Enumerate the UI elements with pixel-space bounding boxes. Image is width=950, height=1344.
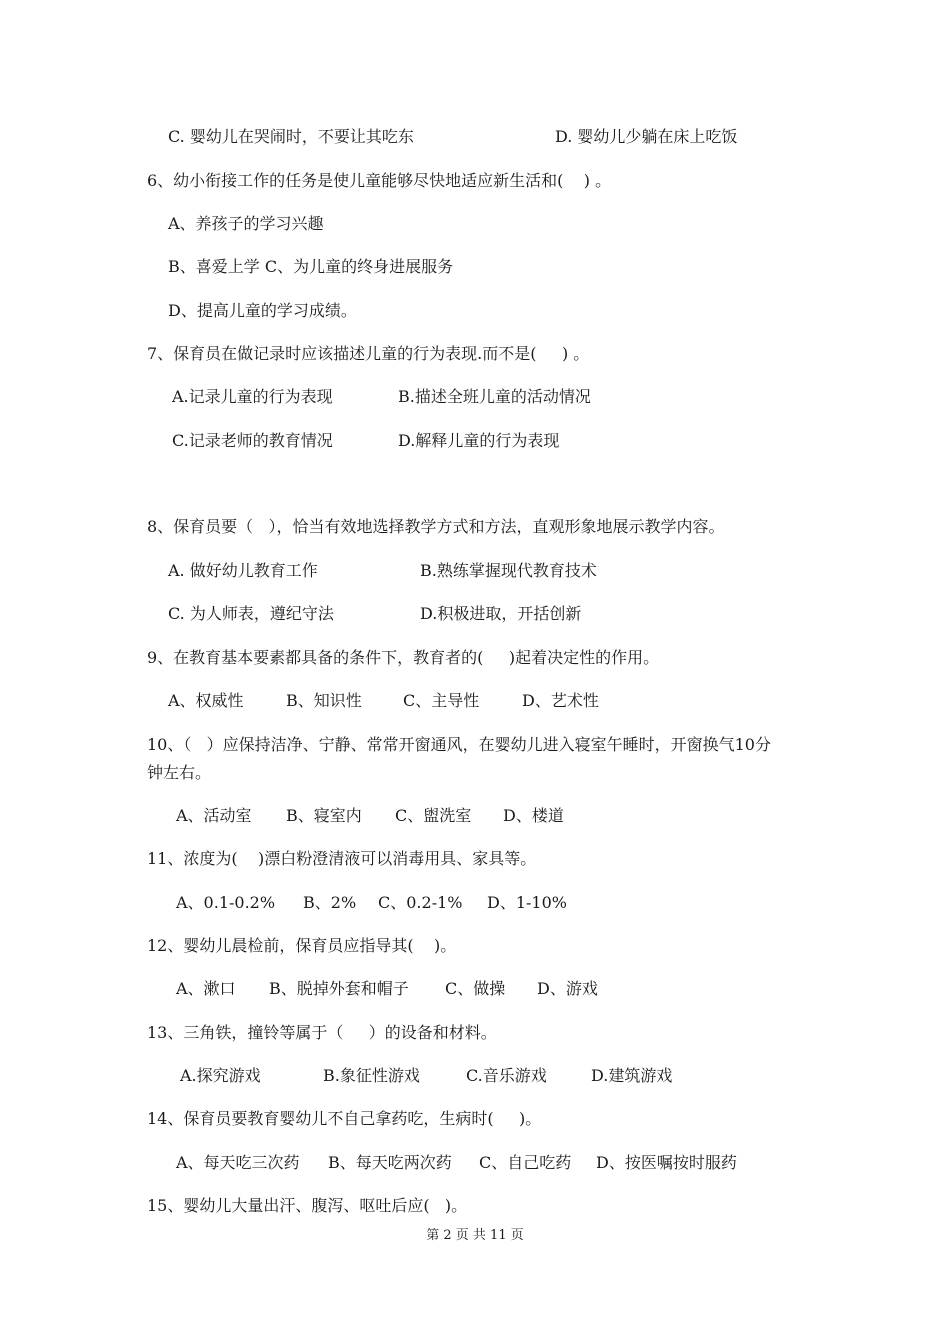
q12-option-d: D、游戏 [537,979,598,998]
q9-option-d: D、艺术性 [522,691,599,710]
q10-option-a: A、活动室 [176,806,252,825]
q5-option-c: C. 婴幼儿在哭闹时，不要让其吃东 [168,127,414,146]
q8-option-c: C. 为人师表，遵纪守法 [168,604,334,623]
q9-option-b: B、知识性 [286,691,362,710]
question-10-stem-line2: 钟左右。 [147,763,212,782]
q6-option-bc: B、喜爱上学 C、为儿童的终身进展服务 [168,257,454,276]
question-8-stem: 8、保育员要（ ），恰当有效地选择教学方式和方法，直观形象地展示教学内容。 [147,517,725,536]
q6-option-d: D、提高儿童的学习成绩。 [168,301,357,320]
q10-option-b: B、寝室内 [286,806,362,825]
q12-option-b: B、脱掉外套和帽子 [269,979,409,998]
q14-option-b: B、每天吃两次药 [328,1153,452,1172]
question-10-stem-line1: 10、（ ）应保持洁净、宁静、常常开窗通风，在婴幼儿进入寝室午睡时，开窗换气10分 [147,735,771,754]
q14-option-c: C、自己吃药 [479,1153,572,1172]
question-7-stem: 7、保育员在做记录时应该描述儿童的行为表现.而不是( ) 。 [147,344,590,363]
q13-option-c: C.音乐游戏 [466,1066,547,1085]
question-6-stem: 6、幼小衔接工作的任务是使儿童能够尽快地适应新生活和( ) 。 [147,171,612,190]
q13-option-d: D.建筑游戏 [591,1066,673,1085]
q7-option-a: A.记录儿童的行为表现 [172,387,333,406]
q13-option-b: B.象征性游戏 [323,1066,420,1085]
q11-option-d: D、1-10% [487,893,567,912]
question-11-stem: 11、浓度为( )漂白粉澄清液可以消毒用具、家具等。 [147,849,537,868]
q12-option-c: C、做操 [445,979,506,998]
q13-option-a: A.探究游戏 [180,1066,261,1085]
q12-option-a: A、漱口 [176,979,236,998]
question-14-stem: 14、保育员要教育婴幼儿不自己拿药吃，生病时( )。 [147,1109,542,1128]
question-12-stem: 12、婴幼儿晨检前，保育员应指导其( )。 [147,936,457,955]
q11-option-b: B、2% [303,893,357,912]
q10-option-c: C、盥洗室 [395,806,472,825]
q11-option-a: A、0.1-0.2% [176,893,276,912]
page-footer: 第 2 页 共 11 页 [426,1228,524,1243]
q8-option-a: A. 做好幼儿教育工作 [168,561,318,580]
question-13-stem: 13、三角铁，撞铃等属于（ ）的设备和材料。 [147,1023,497,1042]
q7-option-b: B.描述全班儿童的活动情况 [398,387,591,406]
q8-option-d: D.积极进取，开括创新 [420,604,582,623]
q14-option-d: D、按医嘱按时服药 [596,1153,737,1172]
q10-option-d: D、楼道 [503,806,564,825]
q5-option-d: D. 婴幼儿少躺在床上吃饭 [555,127,738,146]
question-15-stem: 15、婴幼儿大量出汗、腹泻、呕吐后应( )。 [147,1196,468,1215]
q8-option-b: B.熟练掌握现代教育技术 [420,561,597,580]
q7-option-d: D.解释儿童的行为表现 [398,431,560,450]
question-9-stem: 9、在教育基本要素都具备的条件下，教育者的( )起着决定性的作用。 [147,648,660,667]
q11-option-c: C、0.2-1% [378,893,463,912]
q14-option-a: A、每天吃三次药 [176,1153,300,1172]
q6-option-a: A、养孩子的学习兴趣 [168,214,324,233]
q7-option-c: C.记录老师的教育情况 [172,431,333,450]
q9-option-a: A、权威性 [168,691,244,710]
q9-option-c: C、主导性 [403,691,480,710]
